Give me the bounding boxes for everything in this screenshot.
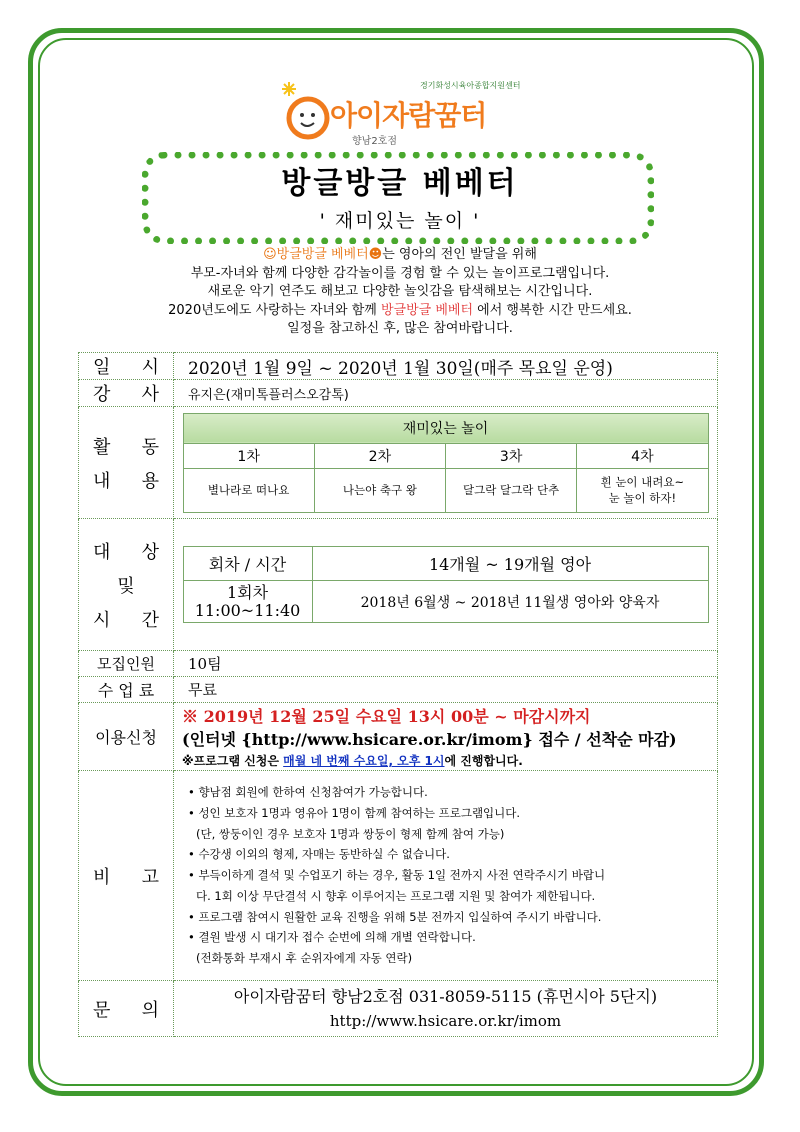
intro-line4-prefix: 2020년도에도 사랑하는 자녀와 함께	[168, 302, 381, 318]
target-label: 대 상 및 시 간	[79, 519, 174, 651]
target-row	[79, 519, 718, 651]
age-head: 14개월 ~ 19개월 영아	[312, 547, 708, 581]
remark-line: • 부득이하게 결석 및 수업포기 하는 경우, 활동 1일 전까지 사전 연락주시기 바랍니	[188, 868, 606, 883]
activity-table	[183, 413, 709, 513]
target-table	[183, 546, 709, 623]
instructor-row	[79, 380, 718, 407]
remark-line: (전화통화 부재시 후 순위자에게 자동 연락)	[196, 951, 413, 966]
remark-line: • 수강생 이외의 형제, 자매는 동반하실 수 없습니다.	[188, 847, 450, 862]
contact-row	[79, 981, 718, 1037]
intro-line5: 일정을 참고하신 후, 많은 참여바랍니다.	[287, 321, 513, 337]
instructor-value: 유지은(재미톡플러스오감톡)	[174, 380, 718, 407]
schedule-value: 2020년 1월 9일 ~ 2020년 1월 30일(매주 목요일 운영)	[174, 353, 718, 380]
remarks-label: 비 고	[79, 771, 174, 981]
apply-deadline: ※ 2019년 12월 25일 수요일 13시 00분 ~ 마감시까지	[182, 707, 591, 726]
logo-face-icon	[280, 80, 332, 142]
instructor-label: 강 사	[79, 380, 174, 407]
brand-part2: 꿈터	[434, 99, 487, 132]
activity-label: 활 동 내 용	[79, 407, 174, 519]
smile-icon: ☻	[368, 247, 383, 262]
intro-text	[60, 246, 740, 339]
target-content	[174, 519, 718, 651]
round-time: 1회차 11:00~11:40	[183, 581, 312, 623]
fee-label: 수 업 료	[79, 677, 174, 703]
schedule-row	[79, 353, 718, 380]
activity-item-3: 달그락 달그락 단추	[446, 468, 577, 512]
apply-schedule-link[interactable]: 매월 네 번째 수요일, 오후 1시	[283, 754, 445, 768]
remark-line: • 프로그램 참여시 원활한 교육 진행을 위해 5분 전까지 입실하여 주시기 바랍니다.	[188, 909, 602, 924]
brand-part1: 아이자람	[330, 99, 435, 132]
intro-line4-suffix: 에서 행복한 시간 만드세요.	[473, 302, 632, 318]
apply-method: (인터넷 {http://www.hsicare.or.kr/imom} 접수 / 선착순 마감)	[182, 730, 677, 749]
remarks-row	[79, 771, 718, 981]
schedule-label: 일 시	[79, 353, 174, 380]
recruit-row	[79, 651, 718, 677]
remark-line: (단, 쌍둥이인 경우 보호자 1명과 쌍둥이 형제 함께 참여 가능)	[196, 826, 505, 841]
remark-line: • 향남점 회원에 한하여 신청참여가 가능합니다.	[188, 784, 428, 799]
brand-logo	[330, 94, 486, 134]
session-3: 3차	[446, 443, 577, 468]
session-2: 2차	[314, 443, 445, 468]
activity-item-2: 나는야 축구 왕	[314, 468, 445, 512]
contact-url[interactable]: http://www.hsicare.or.kr/imom	[329, 1011, 562, 1030]
info-table	[78, 352, 718, 1037]
recruit-value: 10팀	[174, 651, 718, 677]
session-1: 1차	[183, 443, 314, 468]
intro-line1: 는 영아의 전인 발달을 위해	[382, 247, 537, 262]
round-time-head: 회차 / 시간	[183, 547, 312, 581]
remark-line: • 결원 발생 시 대기자 접수 순번에 의해 개별 연락합니다.	[188, 930, 476, 945]
activity-row	[79, 407, 718, 519]
intro-highlight: 방글방글 베베터	[381, 302, 474, 318]
remark-line: 다. 1회 이상 무단결석 시 향후 이루어지는 프로그램 지원 및 참여가 제한됩니다.	[196, 888, 596, 903]
contact-content	[174, 981, 718, 1037]
apply-row	[79, 703, 718, 771]
activity-item-1: 별나라로 떠나요	[183, 468, 314, 512]
fee-row	[79, 677, 718, 703]
contact-label: 문 의	[79, 981, 174, 1037]
activity-content	[174, 407, 718, 519]
apply-content	[174, 703, 718, 771]
target-desc: 2018년 6월생 ~ 2018년 11월생 영아와 양육자	[312, 581, 708, 623]
contact-phone: 아이자람꿈터 향남2호점 031-8059-5115 (휴먼시아 5단지)	[233, 986, 658, 1006]
branch-name: 향남2호점	[352, 136, 398, 147]
fee-value: 무료	[174, 677, 718, 703]
page-subtitle: ' 재미있는 놀이 '	[319, 210, 481, 232]
remarks-list	[174, 771, 718, 981]
activity-item-4: 흰 눈이 내려요~ 눈 놀이 하자!	[577, 468, 708, 512]
recruit-label: 모집인원	[79, 651, 174, 677]
intro-line2: 부모-자녀와 함께 다양한 감각놀이를 경험 할 수 있는 놀이프로그램입니다.	[190, 265, 610, 281]
remark-line: • 성인 보호자 1명과 영유아 1명이 함께 참여하는 프로그램입니다.	[188, 805, 521, 820]
intro-program-name: ☺방글방글 베베터	[263, 247, 369, 262]
page-title: 방글방글 베베터	[281, 166, 519, 201]
session-4: 4차	[577, 443, 708, 468]
apply-label: 이용신청	[79, 703, 174, 771]
center-name: 경기화성시육아종합지원센터	[420, 81, 521, 90]
apply-note: ※프로그램 신청은 매월 네 번째 수요일, 오후 1시에 진행합니다.	[182, 754, 523, 768]
activity-header: 재미있는 놀이	[183, 413, 708, 443]
intro-line3: 새로운 악기 연주도 해보고 다양한 놀잇감을 탐색해보는 시간입니다.	[207, 284, 593, 300]
